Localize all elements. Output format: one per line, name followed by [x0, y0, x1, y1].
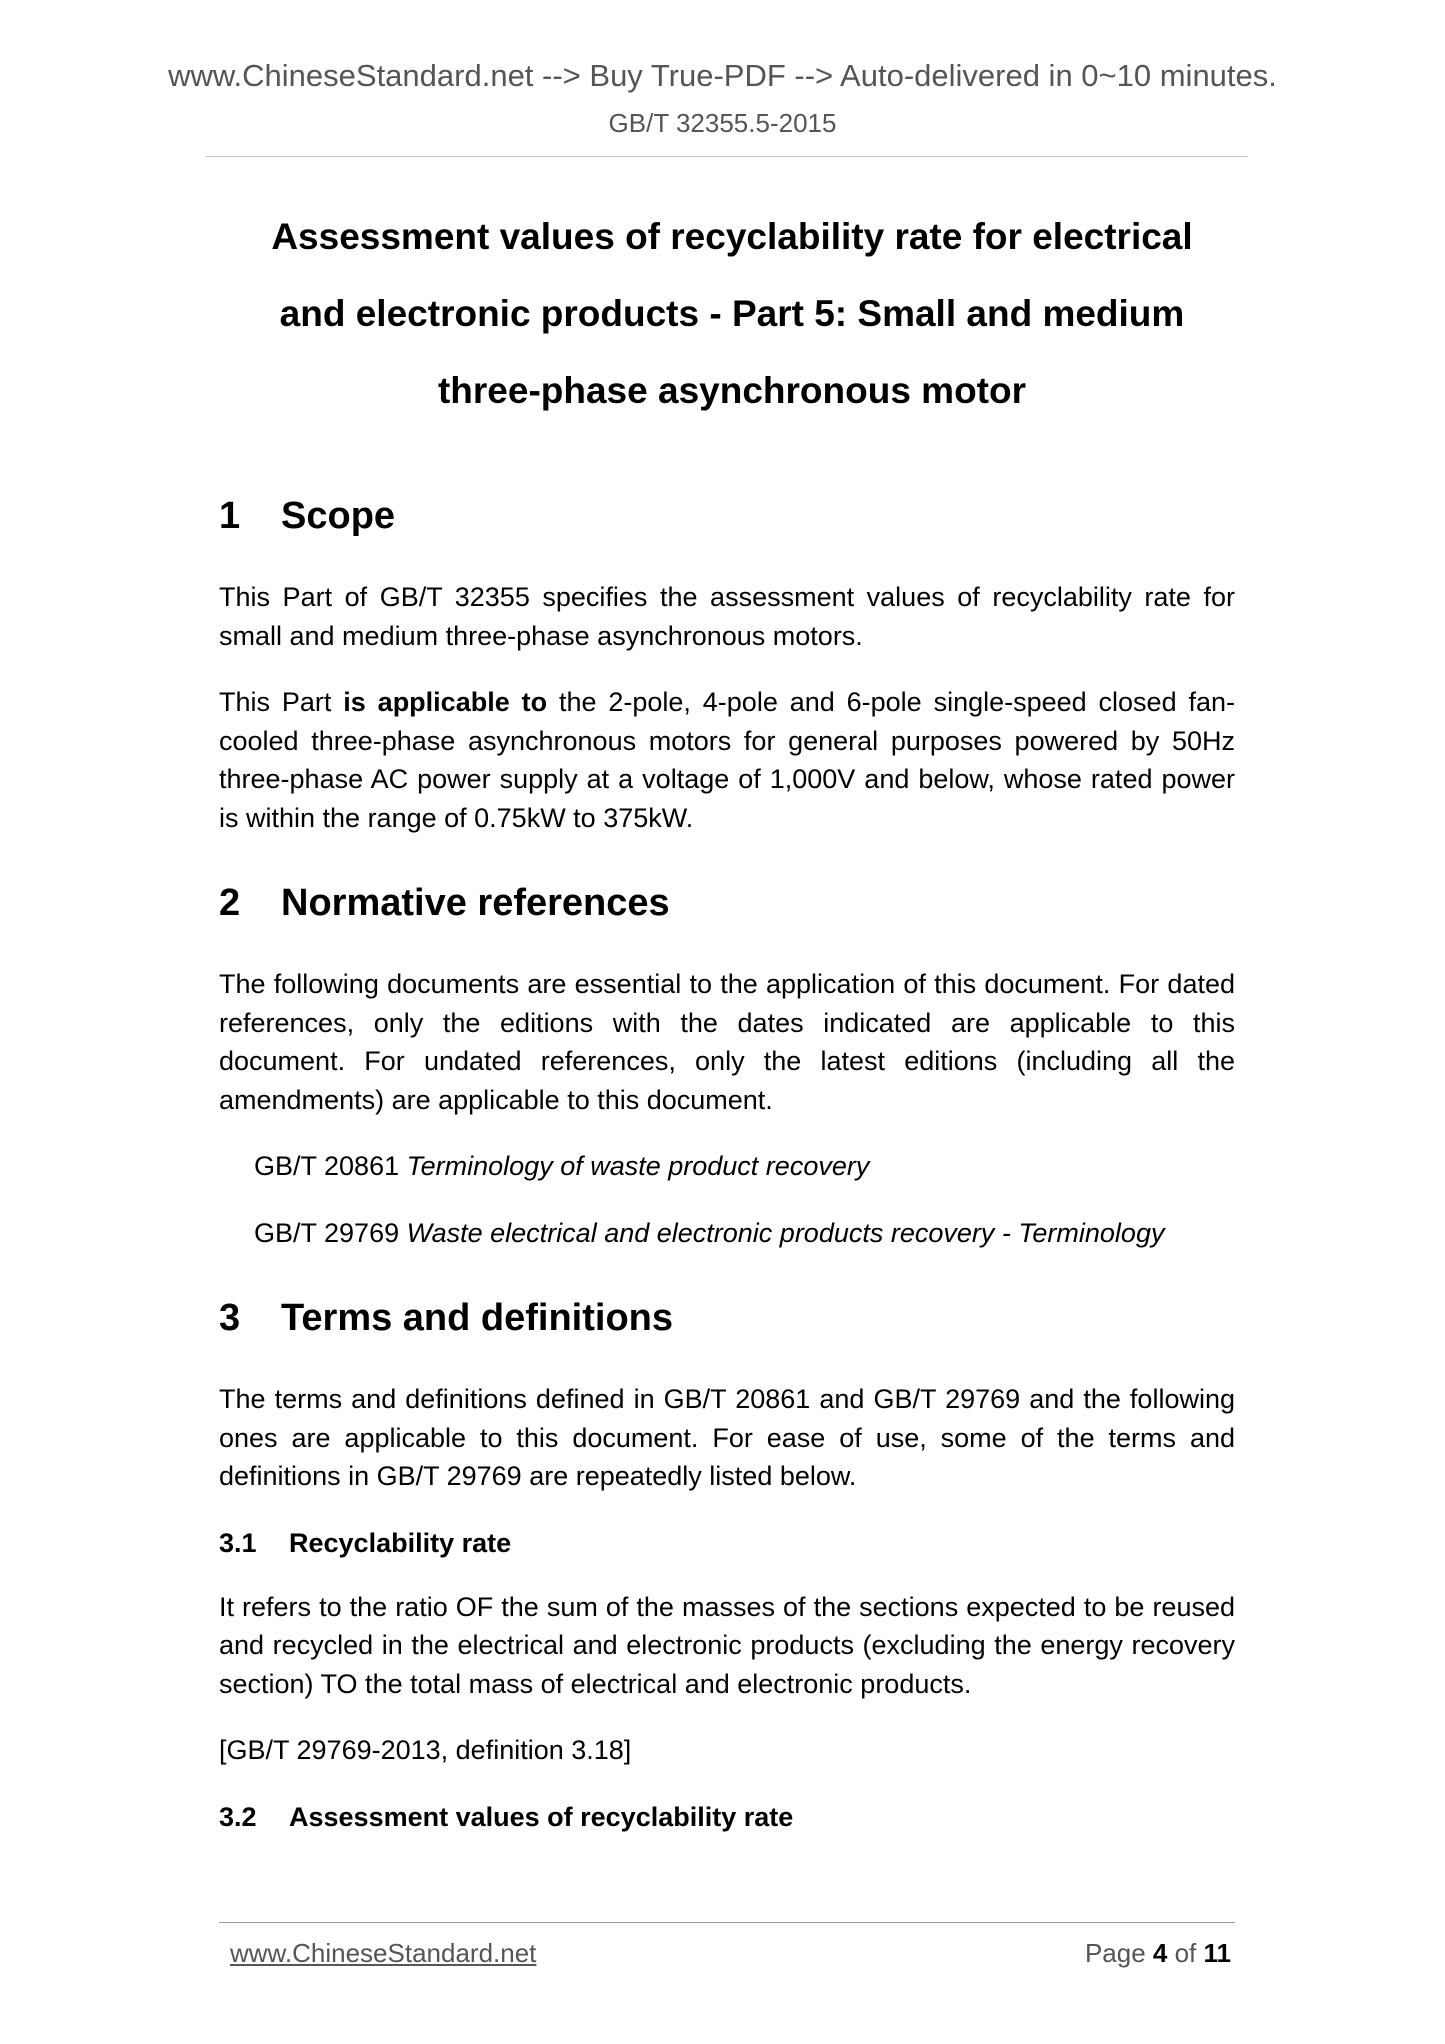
- subsection-title: Recyclability rate: [289, 1527, 512, 1558]
- section-number: 1: [219, 495, 241, 537]
- section-number: 3: [219, 1297, 241, 1339]
- subsection-title: Assessment values of recyclability rate: [289, 1801, 794, 1832]
- reference-item: GB/T 20861 Terminology of waste product recovery: [254, 1151, 870, 1181]
- title-line-3: three-phase asynchronous motor: [437, 370, 1026, 411]
- page-indicator: Page 4 of 11: [1084, 1938, 1231, 1968]
- reference-title: Waste electrical and electronic products recovery - Terminology: [406, 1217, 1165, 1248]
- subsection-number: 3.1: [219, 1527, 257, 1558]
- subsection-assessment-values-heading: [219, 1798, 1235, 1836]
- header-divider: [206, 156, 1248, 157]
- section-scope-heading: [219, 490, 1235, 542]
- section-title: Terms and definitions: [281, 1297, 674, 1339]
- definition-source: [GB/T 29769-2013, definition 3.18]: [219, 1735, 632, 1765]
- section-normative-heading: [219, 877, 1235, 929]
- applicability-emphasis: is applicable to: [343, 687, 548, 717]
- document-body: [219, 490, 1235, 1862]
- subsection-recyclability-rate-heading: [219, 1524, 1235, 1562]
- title-line-1: Assessment values of recyclability rate for electrical: [271, 216, 1193, 257]
- document-title: [200, 198, 1264, 429]
- terms-paragraph: The terms and definitions defined in GB/T 20861 and GB/T 29769 and the following ones are applicable to this document. For ease of use, some of the terms and definitions in GB/T 29769 are repeatedly listed below.: [219, 1384, 1235, 1491]
- page-header-banner: www.ChineseStandard.net --> Buy True-PDF --> Auto-delivered in 0~10 minutes.: [168, 58, 1277, 93]
- recyclability-rate-definition: It refers to the ratio OF the sum of the masses of the sections expected to be reused and recycled in the electrical and electronic products (excluding the energy recovery section) TO the total mass of electrical and electronic products.: [219, 1591, 1235, 1699]
- section-number: 2: [219, 882, 241, 924]
- footer-website-link[interactable]: www.ChineseStandard.net: [230, 1938, 537, 1968]
- footer-divider: [219, 1922, 1235, 1923]
- subsection-number: 3.2: [219, 1801, 257, 1832]
- reference-title: Terminology of waste product recovery: [406, 1151, 870, 1181]
- scope-paragraph-2: This Part is applicable to the 2-pole, 4-pole and 6-pole single-speed closed fan-cooled three-phase asynchronous motors for general purposes powered by 50Hz three-phase AC power supply at a voltage of 1,000V and below, whose rated power is within the range of 0.75kW to 375kW.: [219, 687, 1235, 833]
- section-terms-heading: [219, 1292, 1235, 1344]
- total-pages: 11: [1203, 1938, 1231, 1968]
- current-page: 4: [1152, 1938, 1168, 1968]
- section-title: Normative references: [281, 882, 670, 924]
- standard-number: GB/T 32355.5-2015: [608, 108, 837, 138]
- reference-item: GB/T 29769 Waste electrical and electronic products recovery - Terminology: [254, 1217, 1165, 1248]
- title-line-2: and electronic products - Part 5: Small and medium: [279, 293, 1185, 334]
- section-title: Scope: [281, 495, 396, 537]
- normative-paragraph: The following documents are essential to the application of this document. For dated references, only the editions with the dates indicated are applicable to this document. For undated references, only the latest editions (including all the amendments) are applicable to this document.: [219, 969, 1235, 1115]
- scope-paragraph-1: This Part of GB/T 32355 specifies the assessment values of recyclability rate for small and medium three-phase asynchronous motors.: [219, 582, 1235, 651]
